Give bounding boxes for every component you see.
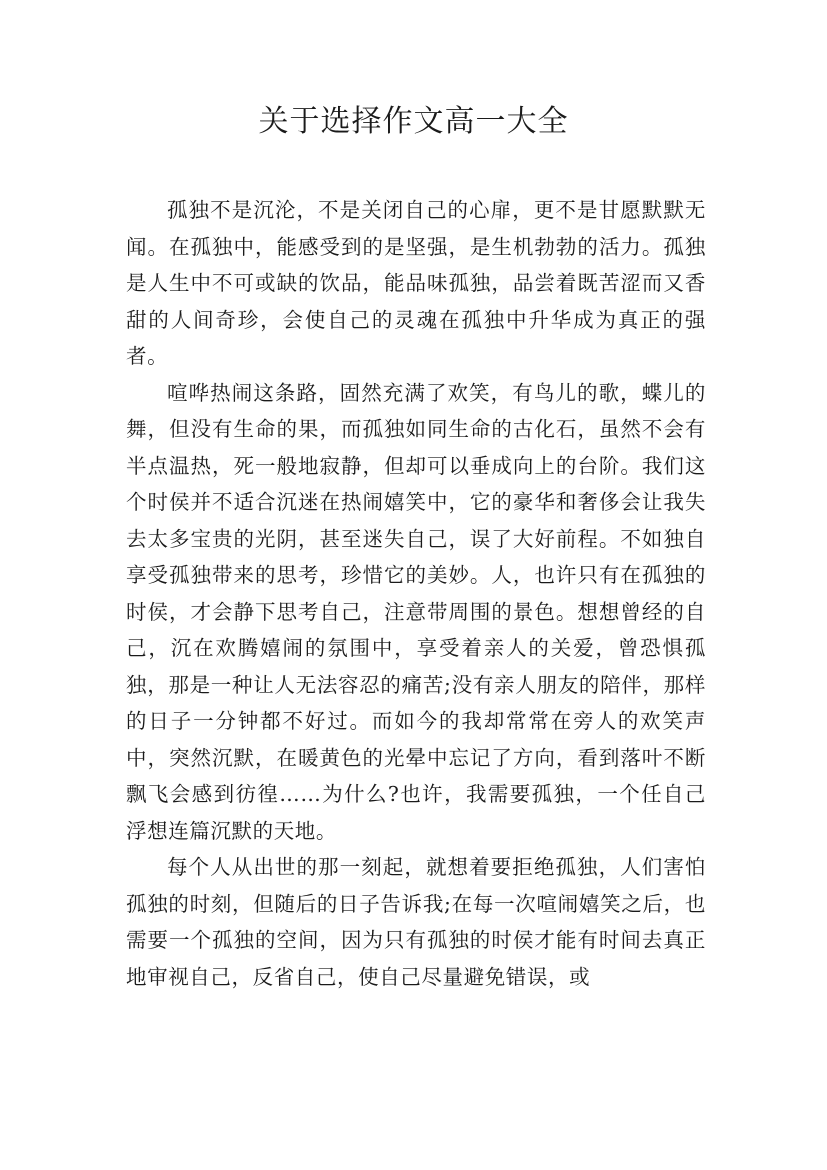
paragraph-3: 每个人从出世的那一刻起，就想着要拒绝孤独，人们害怕孤独的时刻，但随后的日子告诉我;在每一次喧闹嬉笑之后，也需要一个孤独的空间，因为只有孤独的时侯才能有时间去真正地审视自己，反省自己，使自己尽量避免错误，或 bbox=[126, 855, 706, 989]
paragraph-1: 孤独不是沉沦，不是关闭自己的心扉，更不是甘愿默默无闻。在孤独中，能感受到的是坚强，是生机勃勃的活力。孤独是人生中不可或缺的饮品，能品味孤独，品尝着既苦涩而又香甜的人间奇珍，会使自己的灵魂在孤独中升华成为真正的强者。 bbox=[126, 198, 706, 368]
document-body bbox=[126, 192, 706, 995]
paragraph-2: 喧哗热闹这条路，固然充满了欢笑，有鸟儿的歌，蝶儿的舞，但没有生命的果，而孤独如同生命的古化石，虽然不会有半点温热，死一般地寂静，但却可以垂成向上的台阶。我们这个时侯并不适合沉迷在热闹嬉笑中，它的豪华和奢侈会让我失去太多宝贵的光阴，甚至迷失自己，误了大好前程。不如独自享受孤独带来的思考，珍惜它的美妙。人，也许只有在孤独的时侯，才会静下思考自己，注意带周围的景色。想想曾经的自己，沉在欢腾嬉闹的氛围中，享受着亲人的关爱，曾恐惧孤独，那是一种让人无法容忍的痛苦;没有亲人朋友的陪伴，那样的日子一分钟都不好过。而如今的我却常常在旁人的欢笑声中，突然沉默，在暖黄色的光晕中忘记了方向，看到落叶不断飘飞会感到彷徨……为什么?也许，我需要孤独，一个任自己浮想连篇沉默的天地。 bbox=[126, 380, 706, 843]
document-title: 关于选择作文高一大全 bbox=[258, 104, 569, 139]
